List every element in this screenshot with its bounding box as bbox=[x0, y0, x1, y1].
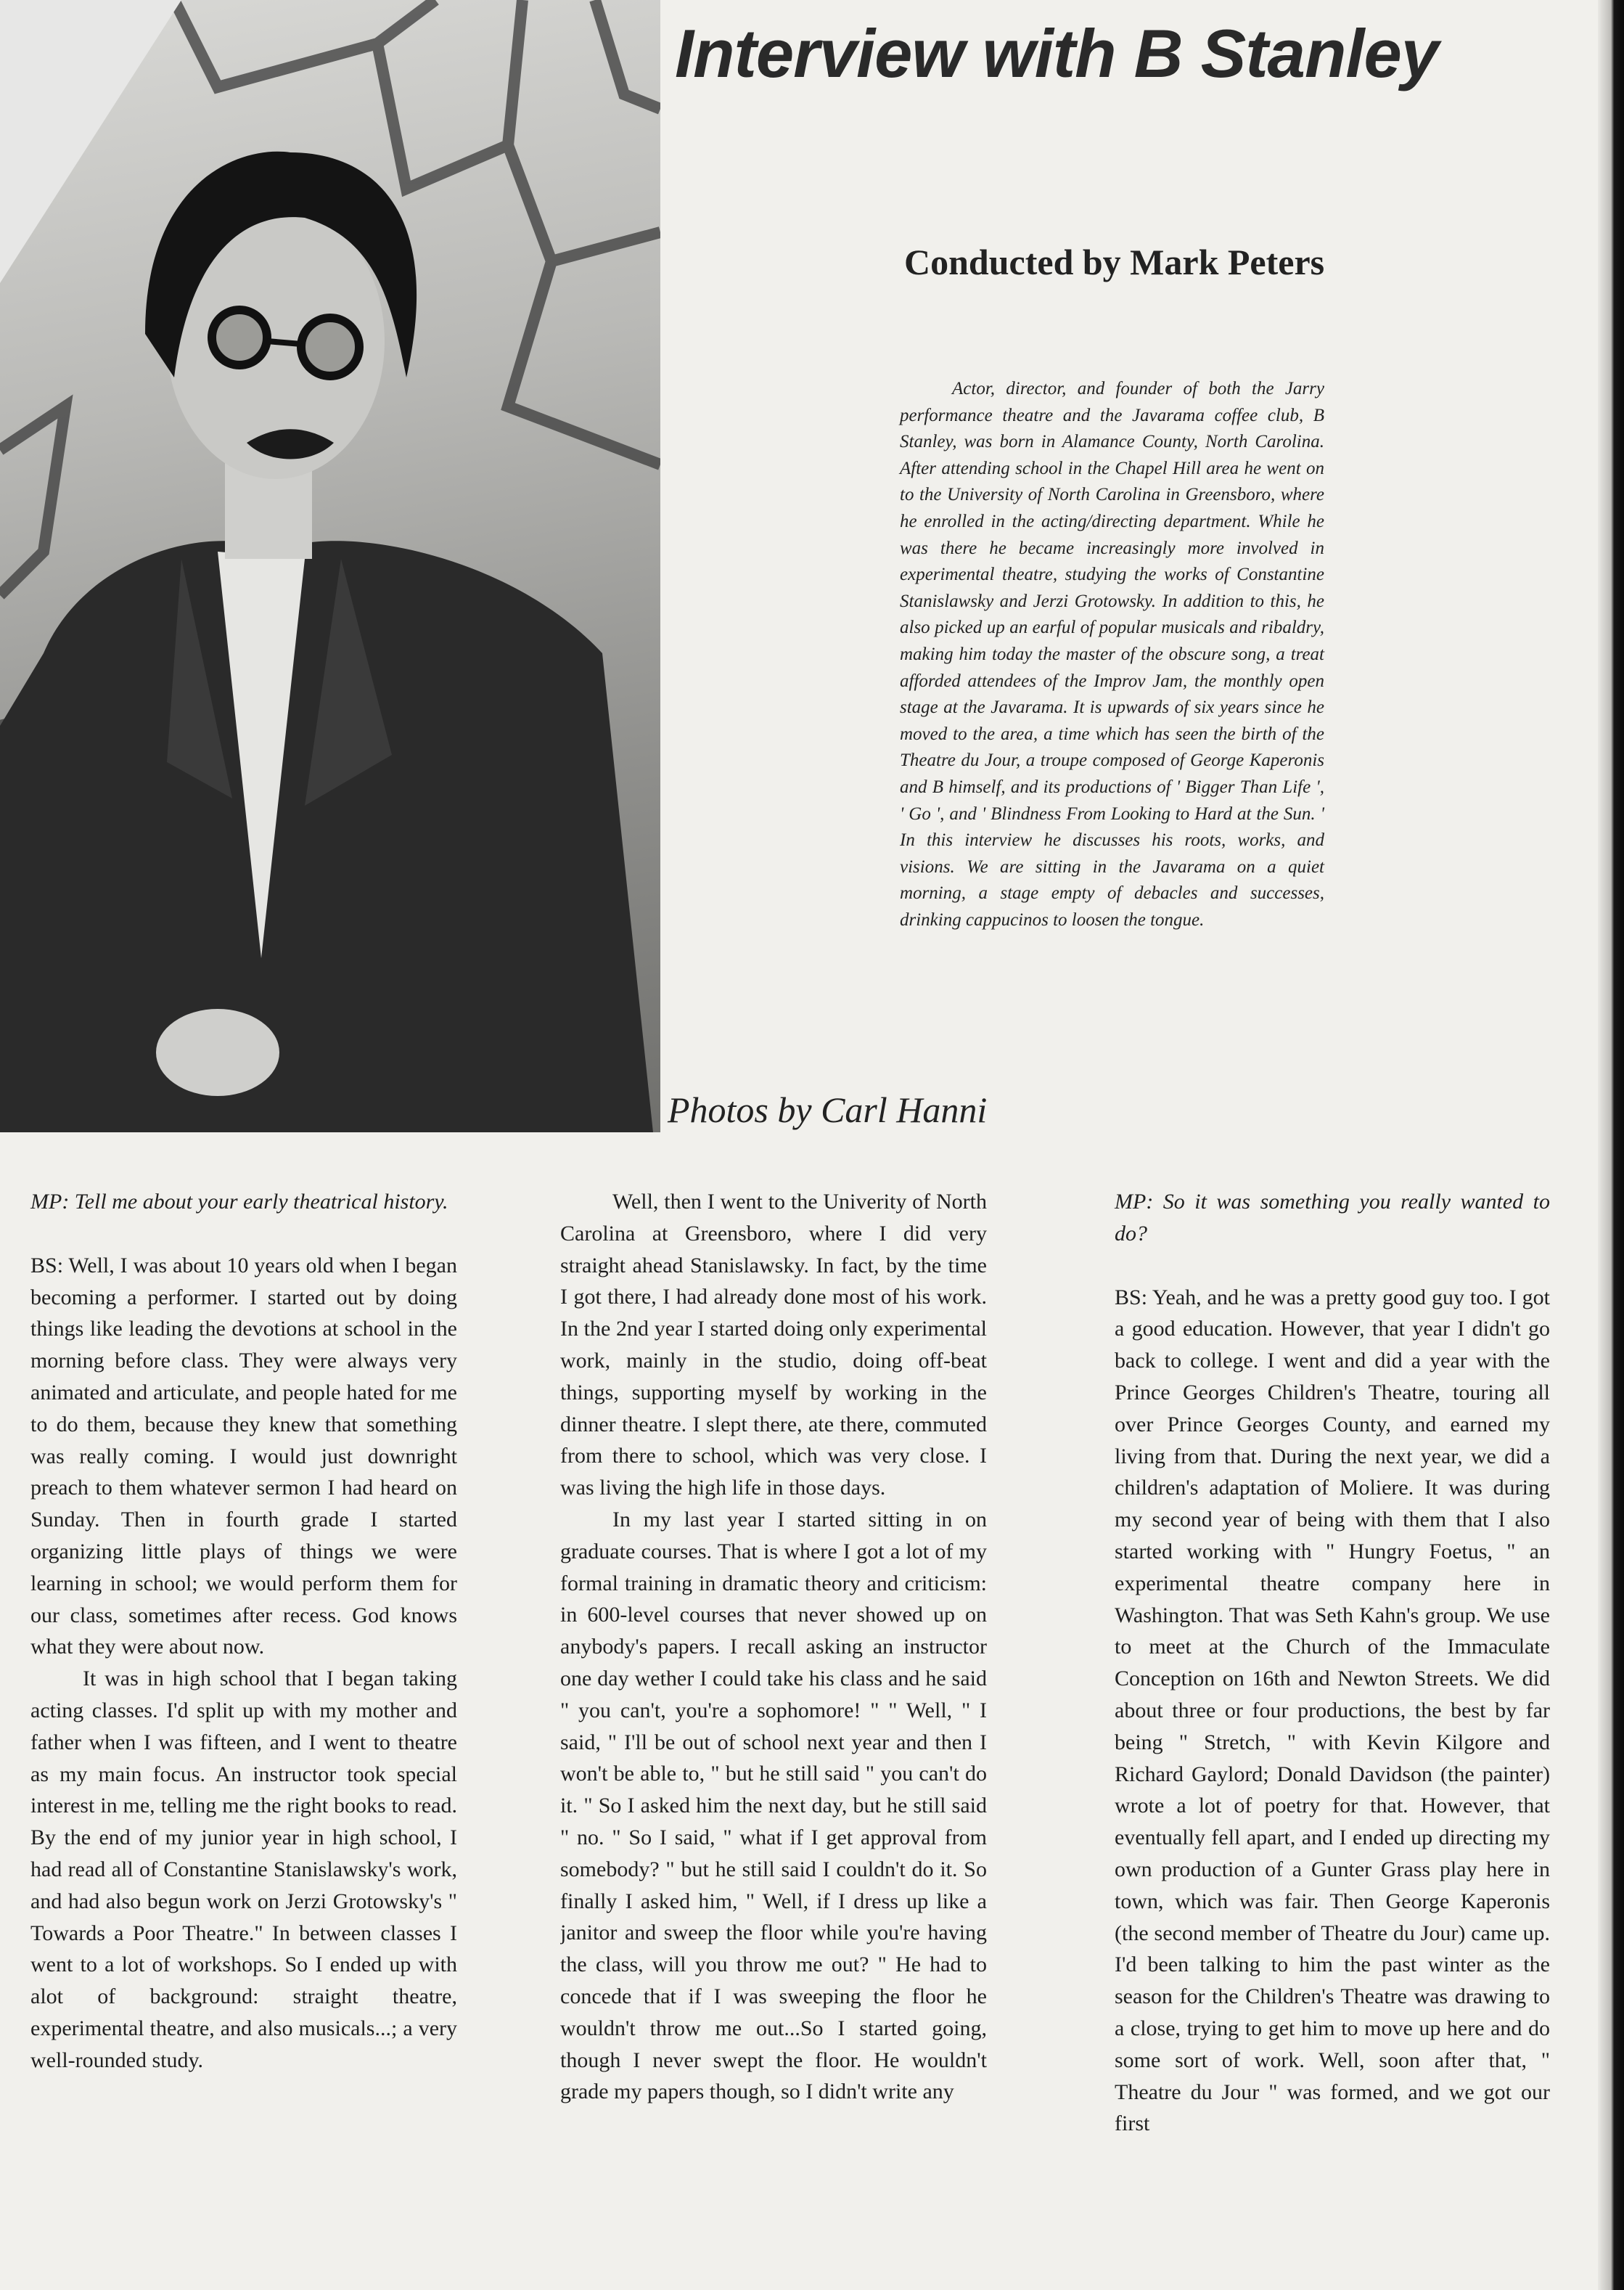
answer-paragraph: BS: Yeah, and he was a pretty good guy too. I got a good education. However, that year I didn't go back to college. I went and did a year with the Prince Georges Children's Theatre, touring all over Prince Georges County, and earned my living from that. During the next year, we did a children's adaptation of Moliere. It was during my second year of being with them that I also started working with " Hungry Foetus, " an experimental theatre company here in Washington. That was Seth Kahn's group. We use to meet at the Church of the Immaculate Conception on 16th and Newton Streets. We did about three or four productions, the best by far being " Stretch, " with Kevin Kilgore and Richard Gaylord; Donald Davidson (the painter) wrote a lot of poetry for that. However, that eventually fell apart, and I ended up directing my own production of a Gunter Grass play here in town, which was fair. Then George Kaperonis (the second member of Theatre du Jour) came up. I'd been talking to him the past winter as the season for the Children's Theatre was drawing to a close, trying to get him to move up here and do some sort of work. Well, soon after that, " Theatre du Jour " was formed, and we got our first bbox=[1115, 1285, 1550, 2136]
article-title: Interview with B Stanley bbox=[675, 15, 1439, 91]
body-paragraph: Well, then I went to the Univerity of North Carolina at Greensboro, where I did very straight ahead Stanislawsky. In fact, by the time I got there, I had already done most of his work. In the 2nd year I started doing only experimental work, mainly in the studio, doing off-beat things, supporting myself by working in the dinner theatre. I slept there, ate there, commuted from there to school, which was very close. I was living the high life in those days. bbox=[560, 1190, 987, 1500]
portrait-photo bbox=[0, 0, 660, 1132]
byline: Conducted by Mark Peters bbox=[904, 242, 1325, 282]
body-paragraph: It was in high school that I began taking acting classes. I'd split up with my mother and father when I was fifteen, and I went to theatre as my main focus. An instructor took special interest in me, telling me the right books to read. By the end of my junior year in high school, I had read all of Constantine Stanislawsky's work, and had also begun work on Jerzi Grotowsky's " Towards a Poor Theatre." In between classes I went to a lot of workshops. So I ended up with alot of background: straight theatre, experimental theatre, and also musicals...; a very well-rounded study. bbox=[30, 1667, 457, 2072]
body-column-2 bbox=[560, 1186, 987, 2257]
answer-paragraph: BS: Well, I was about 10 years old when I began becoming a performer. I started out by doing things like leading the devotions at school in the morning before class. They were always very animated and articulate, and people hated for me to do them, because they knew that something was really coming. I would just downright preach to them whatever sermon I had heard on Sunday. Then in fourth grade I started organizing little plays of things we were learning in school; we would perform them for our class, sometimes after recess. God knows what they were about now. bbox=[30, 1253, 457, 1659]
body-paragraph: In my last year I started sitting in on graduate courses. That is where I got a lot of my formal training in dramatic theory and criticism: in 600-level courses that never showed up on anybody's papers. I recall asking an instructor one day wether I could take his class and he said " you can't, you're a sophomore! " " Well, " I said, " I'll be out of school next year and then I won't be able to, " but he still said " you can't do it. " So I asked him the next day, but he still said " no. " So I said, " what if I get approval from somebody? " but he still said I couldn't do it. So finally I asked him, " Well, if I dress up like a janitor and sweep the floor while you're having the class, will you throw me out? " He had to concede that if I was sweeping the floor he wouldn't throw me out...So I started going, though I never swept the floor. He wouldn't grade my papers though, so I didn't write any bbox=[560, 1507, 987, 2104]
body-column-1 bbox=[30, 1186, 457, 2077]
page-edge bbox=[1598, 0, 1624, 2290]
intro-paragraph: Actor, director, and founder of both the Jarry performance theatre and the Javarama coffee club, B Stanley, was born in Alamance County, North Carolina. After attending school in the Chapel Hill area he went on to the University of North Carolina in Greensboro, where he enrolled in the acting/directing department. While he was there he became increasingly more involved in experimental theatre, studying the works of Constantine Stanislawsky and Jerzi Grotowsky. In addition to this, he also picked up an earful of popular musicals and ribaldry, making him today the master of the obscure song, a treat afforded attendees of the Improv Jam, the monthly open stage at the Javarama. It is upwards of six years since he moved to the area, a time which has seen the birth of the Theatre du Jour, a troupe composed of George Kaperonis and B himself, and its productions of ' Bigger Than Life ', ' Go ', and ' Blindness From Looking to Hard at the Sun. ' In this interview he discusses his roots, works, and visions. We are sitting in the Javarama on a quiet morning, a stage empty of debacles and successes, drinking cappucinos to loosen the tongue. bbox=[900, 379, 1324, 930]
photo-credit: Photos by Carl Hanni bbox=[668, 1089, 988, 1130]
page-curl bbox=[0, 0, 181, 283]
question-paragraph: MP: So it was something you really wanted to do? bbox=[1115, 1190, 1550, 1246]
body-column-3 bbox=[1115, 1186, 1550, 2140]
question-paragraph: MP: Tell me about your early theatrical history. bbox=[30, 1190, 448, 1214]
